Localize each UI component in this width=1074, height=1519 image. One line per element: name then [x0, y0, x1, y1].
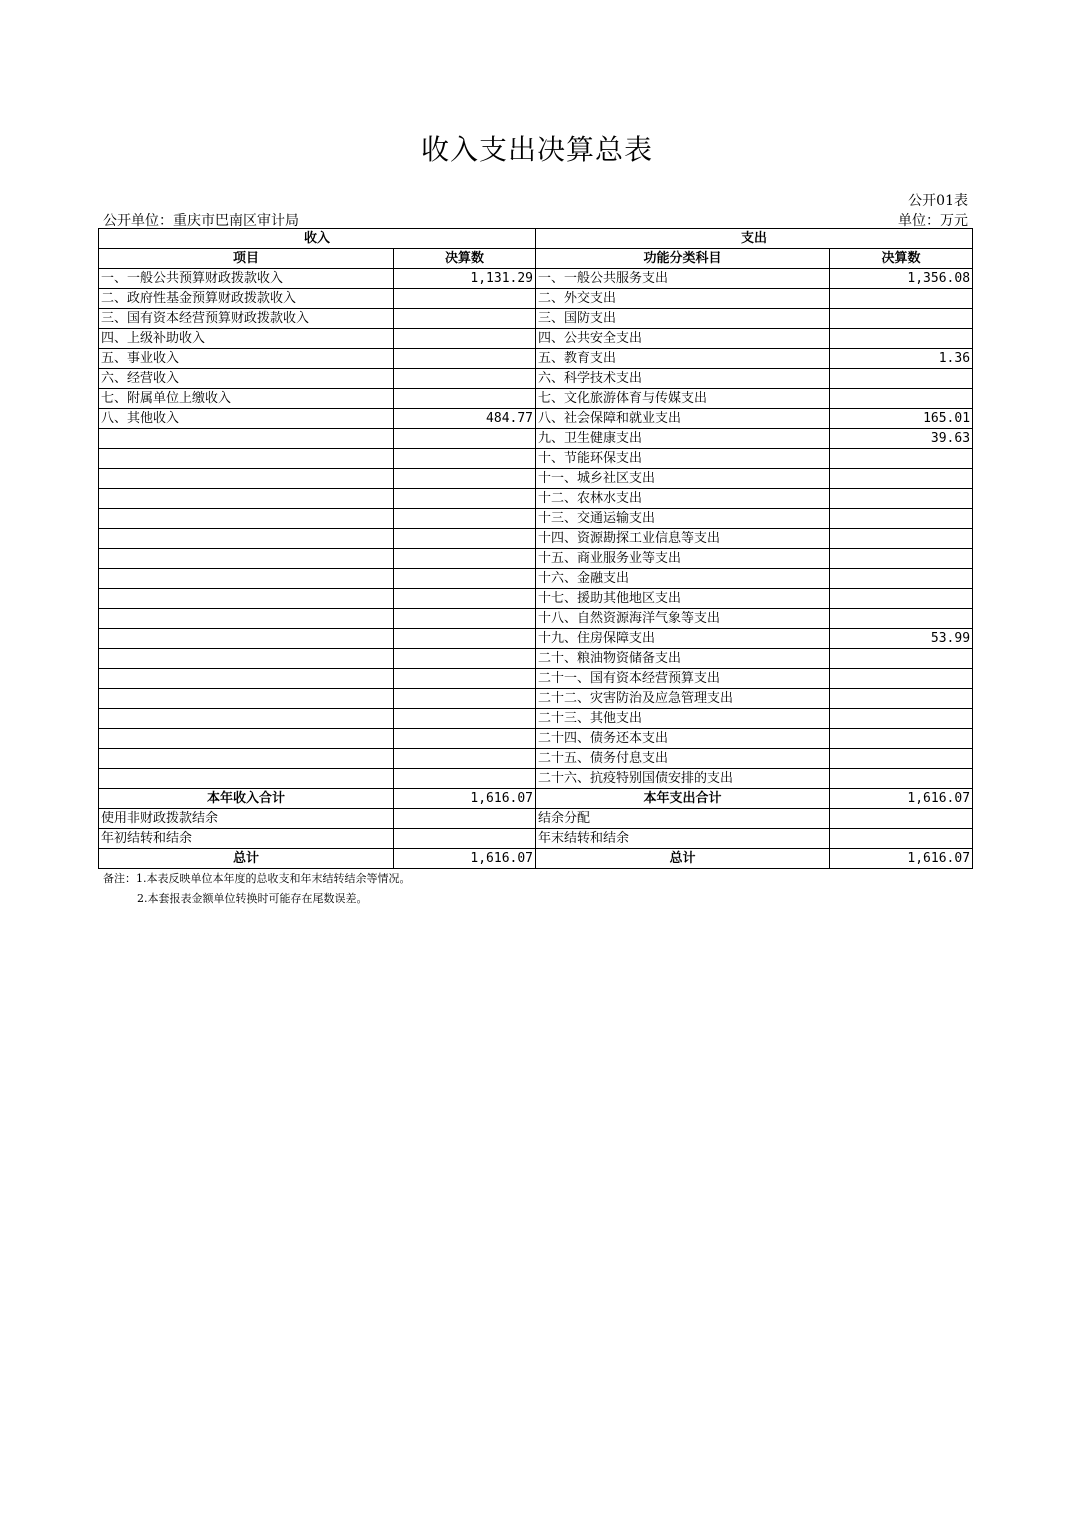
table-row: [99, 549, 973, 569]
income-item-cell: [99, 549, 394, 569]
income-amount-cell: [394, 649, 536, 669]
income-item-cell: [99, 729, 394, 749]
column-header-row: [99, 249, 973, 269]
expense-item-cell: 七、文化旅游体育与传媒支出: [536, 389, 830, 409]
table-row: [99, 569, 973, 589]
income-item-cell: 三、国有资本经营预算财政拨款收入: [99, 309, 394, 329]
income-item-cell: [99, 749, 394, 769]
table-row: [99, 369, 973, 389]
grand-income-total-value: 1,616.07: [394, 849, 536, 869]
table-row: [99, 409, 973, 429]
grand-total-row: [99, 849, 973, 869]
income-item-cell: [99, 649, 394, 669]
expense-item-cell: 九、卫生健康支出: [536, 429, 830, 449]
income-item-cell: 七、附属单位上缴收入: [99, 389, 394, 409]
income-amount-cell: [394, 329, 536, 349]
expense-amount-cell: [830, 549, 973, 569]
table-body: [99, 269, 973, 789]
amount-unit: 单位：万元: [898, 213, 968, 229]
expense-item-cell: 十二、农林水支出: [536, 489, 830, 509]
expense-amount-cell: [830, 669, 973, 689]
income-amount-cell: [394, 609, 536, 629]
budget-summary-table: [98, 228, 973, 869]
income-item-cell: [99, 769, 394, 789]
table-row: [99, 629, 973, 649]
income-amount-cell: [394, 529, 536, 549]
table-row: [99, 489, 973, 509]
table-row: [99, 289, 973, 309]
expense-amount-cell: [830, 609, 973, 629]
expense-item-cell: 八、社会保障和就业支出: [536, 409, 830, 429]
table-row: [99, 749, 973, 769]
expense-item-cell: 二十、粮油物资储备支出: [536, 649, 830, 669]
item-column-header: 项目: [99, 249, 394, 269]
expense-amount-cell: [830, 449, 973, 469]
expense-item-cell: 一、一般公共服务支出: [536, 269, 830, 289]
expense-amount-cell: [830, 289, 973, 309]
income-amount-cell: [394, 589, 536, 609]
expense-amount-cell: [830, 309, 973, 329]
section-header-row: [99, 229, 973, 249]
income-amount-cell: [394, 369, 536, 389]
surplus-distribution-value: [830, 809, 973, 829]
expense-amount-cell: 165.01: [830, 409, 973, 429]
table-row: [99, 329, 973, 349]
end-carryover-label: 年末结转和结余: [536, 829, 830, 849]
income-item-cell: [99, 449, 394, 469]
expense-item-cell: 十、节能环保支出: [536, 449, 830, 469]
income-amount-cell: [394, 569, 536, 589]
begin-carryover-label: 年初结转和结余: [99, 829, 394, 849]
expense-amount-cell: [830, 649, 973, 669]
expense-amount-cell: [830, 369, 973, 389]
expense-amount-column-header: 决算数: [830, 249, 973, 269]
expense-amount-cell: [830, 589, 973, 609]
expense-amount-cell: [830, 729, 973, 749]
table-row: [99, 769, 973, 789]
expense-item-cell: 二十六、抗疫特别国债安排的支出: [536, 769, 830, 789]
year-income-total-value: 1,616.07: [394, 789, 536, 809]
income-amount-cell: [394, 749, 536, 769]
expense-amount-cell: [830, 709, 973, 729]
nonfiscal-balance-value: [394, 809, 536, 829]
expense-item-cell: 三、国防支出: [536, 309, 830, 329]
expense-amount-cell: 39.63: [830, 429, 973, 449]
expense-item-cell: 四、公共安全支出: [536, 329, 830, 349]
expense-amount-cell: 1.36: [830, 349, 973, 369]
income-item-cell: [99, 689, 394, 709]
carryover-row: [99, 829, 973, 849]
table-row: [99, 309, 973, 329]
expense-amount-cell: [830, 749, 973, 769]
expense-amount-cell: 53.99: [830, 629, 973, 649]
expense-item-cell: 五、教育支出: [536, 349, 830, 369]
income-item-cell: [99, 469, 394, 489]
balance-row: [99, 809, 973, 829]
expense-item-cell: 二十四、债务还本支出: [536, 729, 830, 749]
income-amount-cell: [394, 509, 536, 529]
table-row: [99, 609, 973, 629]
expense-section-header: 支出: [536, 229, 973, 249]
income-amount-cell: [394, 449, 536, 469]
table-row: [99, 669, 973, 689]
income-section-header: 收入: [99, 229, 536, 249]
grand-expense-total-value: 1,616.07: [830, 849, 973, 869]
income-amount-cell: [394, 289, 536, 309]
expense-item-cell: 十四、资源勘探工业信息等支出: [536, 529, 830, 549]
note-line-1: 备注：1.本表反映单位本年度的总收支和年末结转结余等情况。: [103, 872, 411, 885]
income-item-cell: [99, 609, 394, 629]
expense-item-cell: 十五、商业服务业等支出: [536, 549, 830, 569]
income-item-cell: [99, 509, 394, 529]
table-row: [99, 529, 973, 549]
income-item-cell: 八、其他收入: [99, 409, 394, 429]
year-total-row: [99, 789, 973, 809]
income-amount-cell: [394, 489, 536, 509]
table-row: [99, 689, 973, 709]
income-item-cell: [99, 429, 394, 449]
expense-amount-cell: [830, 489, 973, 509]
income-item-cell: 六、经营收入: [99, 369, 394, 389]
income-amount-cell: [394, 769, 536, 789]
table-row: [99, 389, 973, 409]
table-row: [99, 449, 973, 469]
table-row: [99, 429, 973, 449]
form-number: 公开01表: [908, 193, 968, 209]
year-expense-total-label: 本年支出合计: [536, 789, 830, 809]
income-item-cell: [99, 489, 394, 509]
income-amount-cell: 1,131.29: [394, 269, 536, 289]
year-expense-total-value: 1,616.07: [830, 789, 973, 809]
table-row: [99, 649, 973, 669]
income-amount-cell: [394, 669, 536, 689]
income-amount-cell: [394, 689, 536, 709]
income-item-cell: 一、一般公共预算财政拨款收入: [99, 269, 394, 289]
expense-amount-cell: [830, 389, 973, 409]
table-row: [99, 589, 973, 609]
expense-item-cell: 二十三、其他支出: [536, 709, 830, 729]
reporting-unit: 公开单位：重庆市巴南区审计局: [103, 213, 299, 229]
income-item-cell: 二、政府性基金预算财政拨款收入: [99, 289, 394, 309]
table-row: [99, 509, 973, 529]
income-amount-cell: [394, 549, 536, 569]
table-row: [99, 269, 973, 289]
expense-item-cell: 十三、交通运输支出: [536, 509, 830, 529]
income-amount-column-header: 决算数: [394, 249, 536, 269]
grand-expense-total-label: 总计: [536, 849, 830, 869]
income-amount-cell: [394, 429, 536, 449]
expense-item-cell: 二十二、灾害防治及应急管理支出: [536, 689, 830, 709]
expense-item-cell: 二十五、债务付息支出: [536, 749, 830, 769]
expense-item-cell: 十七、援助其他地区支出: [536, 589, 830, 609]
expense-amount-cell: [830, 529, 973, 549]
income-item-cell: [99, 589, 394, 609]
expense-item-cell: 十一、城乡社区支出: [536, 469, 830, 489]
expense-item-cell: 六、科学技术支出: [536, 369, 830, 389]
grand-income-total-label: 总计: [99, 849, 394, 869]
totals-section: [99, 789, 973, 869]
expense-amount-cell: [830, 469, 973, 489]
notes: [103, 869, 411, 909]
income-item-cell: [99, 709, 394, 729]
expense-amount-cell: [830, 689, 973, 709]
income-amount-cell: [394, 349, 536, 369]
expense-item-cell: 十九、住房保障支出: [536, 629, 830, 649]
expense-item-cell: 二、外交支出: [536, 289, 830, 309]
year-income-total-label: 本年收入合计: [99, 789, 394, 809]
expense-amount-cell: [830, 569, 973, 589]
income-amount-cell: [394, 629, 536, 649]
income-item-cell: [99, 569, 394, 589]
income-amount-cell: [394, 389, 536, 409]
income-item-cell: 四、上级补助收入: [99, 329, 394, 349]
income-amount-cell: [394, 709, 536, 729]
income-amount-cell: [394, 309, 536, 329]
table-row: [99, 469, 973, 489]
table-row: [99, 729, 973, 749]
income-item-cell: [99, 529, 394, 549]
expense-item-cell: 十六、金融支出: [536, 569, 830, 589]
nonfiscal-balance-label: 使用非财政拨款结余: [99, 809, 394, 829]
expense-amount-cell: [830, 509, 973, 529]
table-row: [99, 349, 973, 369]
page-title: 收入支出决算总表: [420, 133, 653, 166]
income-amount-cell: [394, 729, 536, 749]
expense-amount-cell: [830, 769, 973, 789]
expense-amount-cell: [830, 329, 973, 349]
note-line-2: 2.本套报表金额单位转换时可能存在尾数误差。: [137, 892, 368, 905]
income-item-cell: [99, 669, 394, 689]
income-item-cell: [99, 629, 394, 649]
income-item-cell: 五、事业收入: [99, 349, 394, 369]
function-item-column-header: 功能分类科目: [536, 249, 830, 269]
begin-carryover-value: [394, 829, 536, 849]
table-row: [99, 709, 973, 729]
expense-item-cell: 十八、自然资源海洋气象等支出: [536, 609, 830, 629]
income-amount-cell: [394, 469, 536, 489]
income-amount-cell: 484.77: [394, 409, 536, 429]
end-carryover-value: [830, 829, 973, 849]
expense-amount-cell: 1,356.08: [830, 269, 973, 289]
surplus-distribution-label: 结余分配: [536, 809, 830, 829]
expense-item-cell: 二十一、国有资本经营预算支出: [536, 669, 830, 689]
